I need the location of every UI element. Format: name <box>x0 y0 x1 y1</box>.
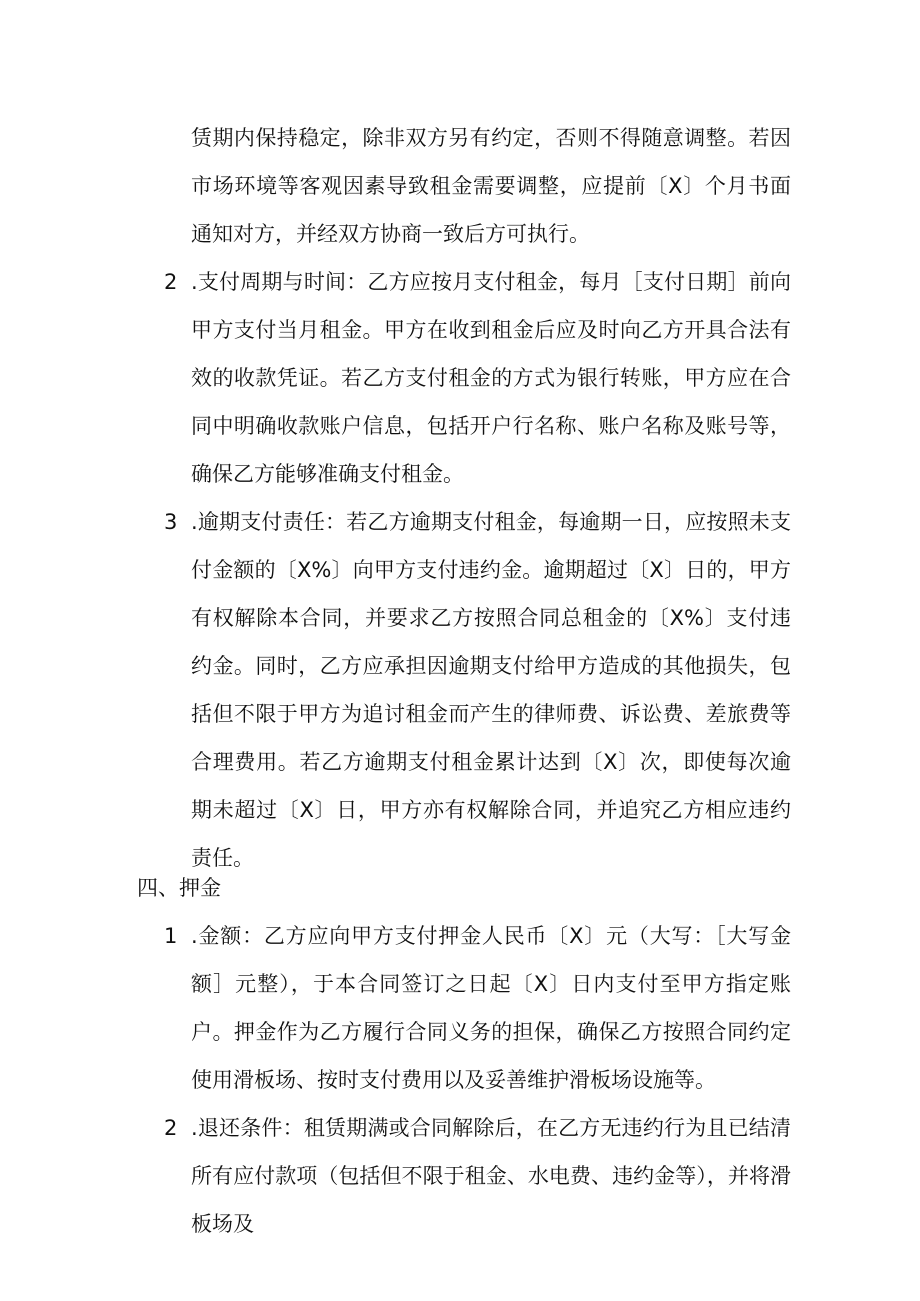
clause-number: 3 <box>164 510 178 534</box>
clause-number: 2 <box>164 1116 178 1140</box>
clause-4-2 <box>150 1104 790 1248</box>
section-heading-deposit: 四、押金 <box>137 876 221 900</box>
continuation-paragraph <box>191 114 791 258</box>
clause-4-1 <box>150 912 790 1104</box>
clause-text: .退还条件：租赁期满或合同解除后，在乙方无违约行为且已结清所有应付款项（包括但不限于租金、水电费、违约金等），并将滑板场及 <box>191 1116 791 1236</box>
clause-3-2 <box>150 258 790 498</box>
clause-text: .金额：乙方应向甲方支付押金人民币〔X〕元（大写：［大写金额］元整），于本合同签订之日起〔X〕日内支付至甲方指定账户。押金作为乙方履行合同义务的担保，确保乙方按照合同约定使用滑板场、按时支付费用以及妥善维护滑板场设施等。 <box>191 924 791 1092</box>
clause-number: 1 <box>164 924 178 948</box>
clause-3-3 <box>150 498 790 882</box>
clause-text: .支付周期与时间：乙方应按月支付租金，每月［支付日期］前向甲方支付当月租金。甲方在收到租金后应及时向乙方开具合法有效的收款凭证。若乙方支付租金的方式为银行转账，甲方应在合同中明确收款账户信息，包括开户行名称、账户名称及账号等，确保乙方能够准确支付租金。 <box>191 270 791 486</box>
clause-number: 2 <box>164 270 178 294</box>
clause-text: .逾期支付责任：若乙方逾期支付租金，每逾期一日，应按照未支付金额的〔X%〕向甲方支付违约金。逾期超过〔X〕日的，甲方有权解除本合同，并要求乙方按照合同总租金的〔X%〕支付违约金。同时，乙方应承担因逾期支付给甲方造成的其他损失，包括但不限于甲方为追讨租金而产生的律师费、诉讼费、差旅费等合理费用。若乙方逾期支付租金累计达到〔X〕次，即使每次逾期未超过〔X〕日，甲方亦有权解除合同，并追究乙方相应违约责任。 <box>191 510 791 870</box>
paragraph-text: 赁期内保持稳定，除非双方另有约定，否则不得随意调整。若因市场环境等客观因素导致租金需要调整，应提前〔X〕个月书面通知对方，并经双方协商一致后方可执行。 <box>191 126 791 246</box>
